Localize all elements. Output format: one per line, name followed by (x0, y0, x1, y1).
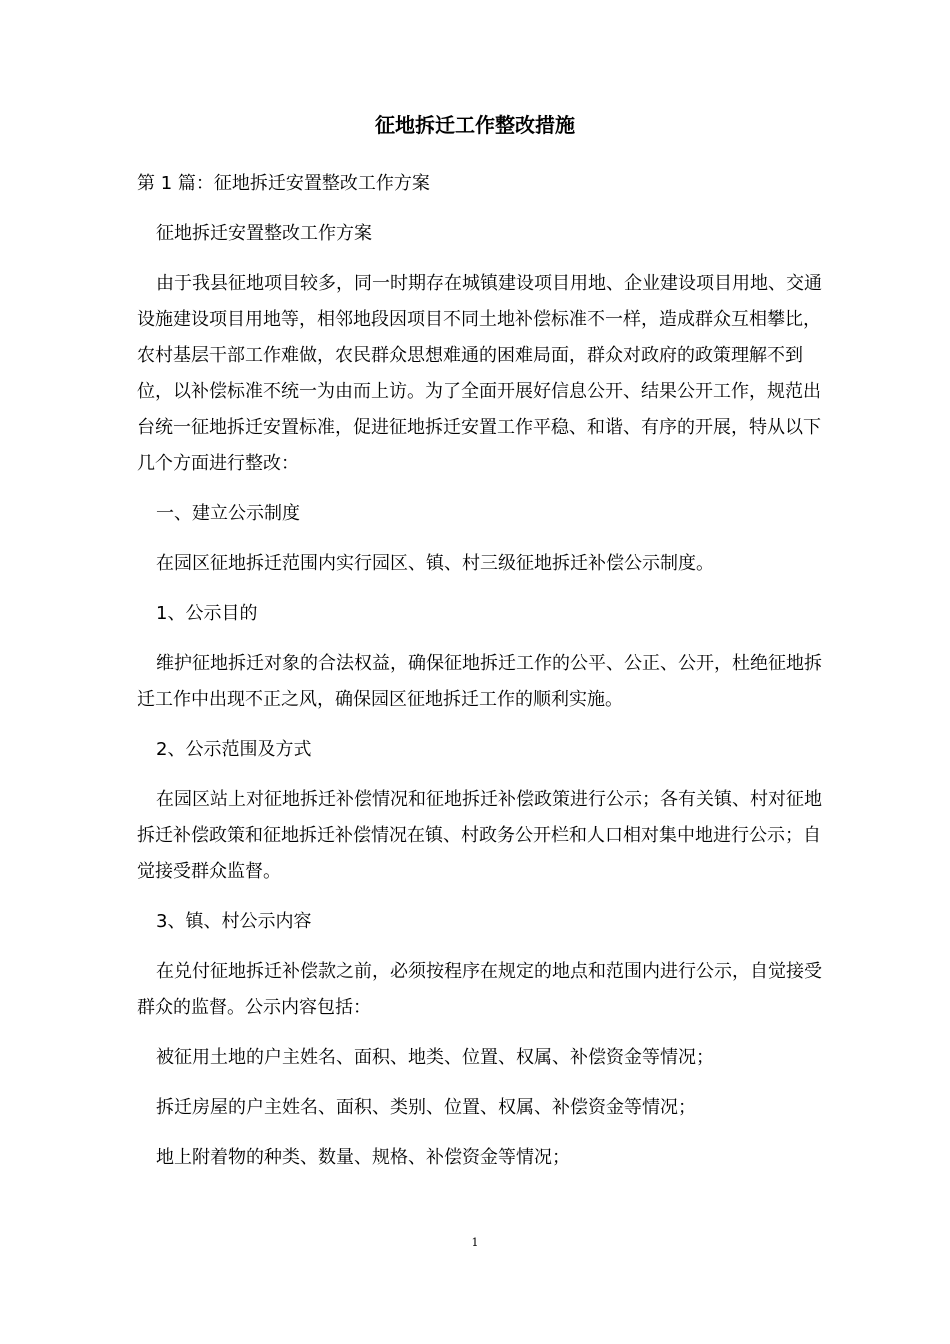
document-title: 征地拆迁工作整改措施 (375, 113, 575, 137)
paragraph-publicity-system: 在园区征地拆迁范围内实行园区、镇、村三级征地拆迁补偿公示制度。 (156, 553, 714, 574)
heading-purpose: 1、公示目的 (156, 603, 258, 624)
list-item-land: 被征用土地的户主姓名、面积、地类、位置、权属、补偿资金等情况； (156, 1047, 714, 1068)
paragraph-content: 在兑付征地拆迁补偿款之前，必须按程序在规定的地点和范围内进行公示，自觉接受群众的监督。公示内容包括： (137, 961, 822, 1018)
heading-publicity-system: 一、建立公示制度 (156, 503, 300, 524)
document-body (137, 166, 827, 1176)
plan-title: 征地拆迁安置整改工作方案 (156, 223, 372, 244)
heading-scope: 2、公示范围及方式 (156, 739, 312, 760)
list-item-housing: 拆迁房屋的户主姓名、面积、类别、位置、权属、补偿资金等情况； (156, 1097, 696, 1118)
list-item-attachments: 地上附着物的种类、数量、规格、补偿资金等情况； (156, 1147, 570, 1168)
page-number: 1 (471, 1236, 479, 1249)
heading-content: 3、镇、村公示内容 (156, 911, 312, 932)
paragraph-purpose: 维护征地拆迁对象的合法权益，确保征地拆迁工作的公平、公正、公开，杜绝征地拆迁工作中出现不正之风，确保园区征地拆迁工作的顺利实施。 (137, 653, 822, 710)
intro-paragraph: 由于我县征地项目较多，同一时期存在城镇建设项目用地、企业建设项目用地、交通设施建设项目用地等，相邻地段因项目不同土地补偿标准不一样，造成群众互相攀比，农村基层干部工作难做，农民群众思想难通的困难局面，群众对政府的政策理解不到位，以补偿标准不统一为由而上访。为了全面开展好信息公开、结果公开工作，规范出台统一征地拆迁安置标准，促进征地拆迁安置工作平稳、和谐、有序的开展，特从以下几个方面进行整改： (137, 273, 822, 474)
paragraph-scope: 在园区站上对征地拆迁补偿情况和征地拆迁补偿政策进行公示；各有关镇、村对征地拆迁补偿政策和征地拆迁补偿情况在镇、村政务公开栏和人口相对集中地进行公示；自觉接受群众监督。 (137, 789, 822, 882)
section-heading: 第 1 篇：征地拆迁安置整改工作方案 (137, 173, 430, 194)
